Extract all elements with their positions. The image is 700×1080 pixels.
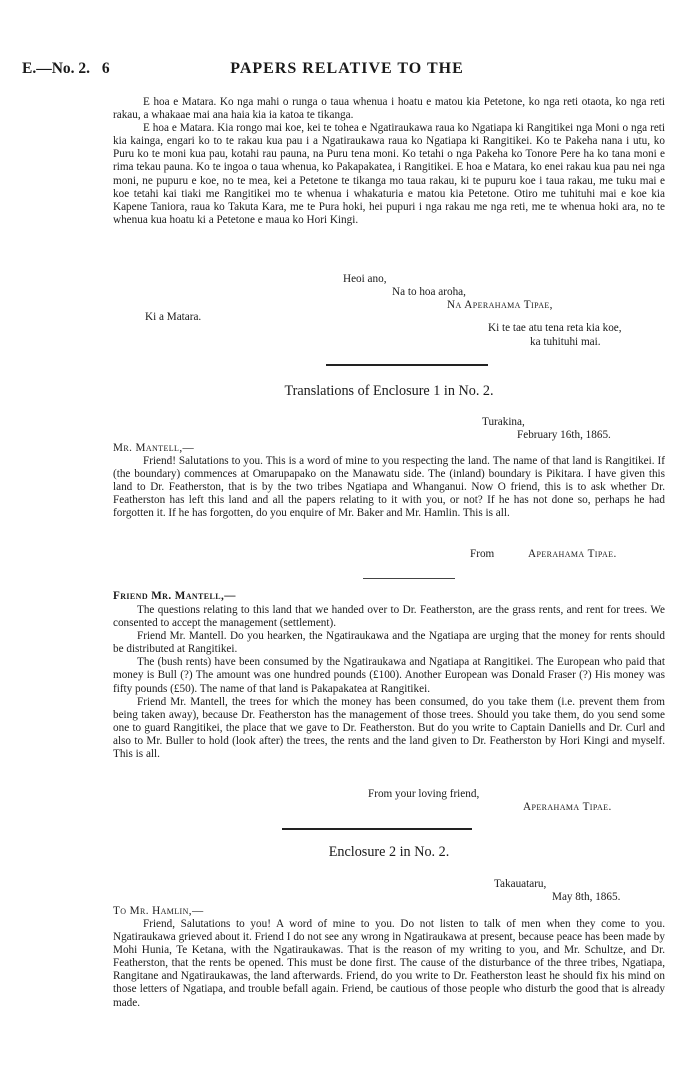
maori-paragraph-1: E hoa e Matara. Ko nga mahi o runga o taua whenua i hoatu e matou kia Petetone, ko nga reti otaota, ko nga reti rakau, a whakaae mai ana haia kia ia katoa te tikanga. — [113, 96, 665, 122]
letter1-from: From — [470, 548, 495, 560]
enclosure2-body: Friend, Salutations to you! A word of mine to you. Do not listen to talk of men when they come to you. Ngatiraukawa grieved about it. Friend I do not see any wrong in Ngatiraukawa at present, because peace has been made by Mohi Hunia, Te Ketana, with the Ngatiraukawas. That is the reason of my writing to you, and Mr. Schultze, and Dr. Featherston, that the rents be opened. This must be done first. The cause of the disturbance of the three tribes, Ngatiapa, Rangitane and Ngatiraukawas, the land afterwards. Friend, do you write to Dr. Featherston least he should fix his mind on those letters of Ngatiapa, and trouble befall again. Friend, be cautious of those people who disturb the good that is already made. — [113, 918, 665, 1009]
page-header — [22, 62, 672, 82]
enclosure2-place: Takauataru, — [494, 878, 547, 890]
page-number: 6 — [101, 60, 110, 77]
document-code-text: E.—No. 2. — [22, 60, 91, 77]
maori-closing-1: Heoi ano, — [343, 273, 387, 285]
section-rule-2 — [282, 828, 472, 830]
maori-letter-body — [113, 96, 665, 227]
letter2-paragraph-1: The questions relating to this land that we handed over to Dr. Featherston, are the grass rents, and rent for trees. We consented to accept the management (settlement). — [113, 604, 665, 630]
letter1-body-block — [113, 455, 665, 520]
letter1-date: February 16th, 1865. — [517, 429, 611, 441]
maori-signature: Na Aperahama Tipae, — [447, 299, 553, 311]
letter1-signature: Aperahama Tipae. — [528, 548, 617, 560]
letter1-salutation: Mr. Mantell,— — [113, 442, 195, 454]
letter2-paragraph-3: The (bush rents) have been consumed by the Ngatiraukawa and Ngatiapa at Rangitikei. The European who paid that money is Bull (?) The amount was one hundred pounds (£100). Another European was Donald Fraser (?) His money was fifty pounds (£50). The name of that land is Pakapakatea at Rangitikei. — [113, 656, 665, 695]
maori-note-line-2: ka tuhituhi mai. — [530, 336, 601, 348]
letter-divider — [363, 578, 455, 579]
enclosure2-salutation: To Mr. Hamlin,— — [113, 905, 204, 917]
maori-note-line-1: Ki te tae atu tena reta kia koe, — [488, 322, 622, 334]
letter2-closing: From your loving friend, — [368, 788, 480, 800]
letter2-signature: Aperahama Tipae. — [523, 801, 612, 813]
enclosure2-date: May 8th, 1865. — [552, 891, 621, 903]
running-title: PAPERS RELATIVE TO THE — [230, 60, 464, 77]
maori-address: Ki a Matara. — [145, 311, 202, 323]
letter1-place: Turakina, — [482, 416, 525, 428]
maori-paragraph-2: E hoa e Matara. Kia rongo mai koe, kei te tohea e Ngatiraukawa raua ko Ngatiapa ki Rangitikei nga Moni o nga reti kia kainga, engari ko to te rakau kua pau i a Ngatiraukawa raua ko Ngatiapa ki Rangitikei. Ko te Pakeha nana i utu, ko Puru ko te moni kua pau, kotahi rau pauna, na Puru tena moni. Ko tetahi o nga Pakeha ko Tonore Pere ha ko tana moni e rima tekau pauna. Ko te ingoa o taua whenua, ko Pakapakatea, i Rangitikei. E hoa e Matara, ko enei rakau kua pau nei nga moni, ne pupuru e koe, no te mea, kei a Petetone te tikanga mo taua rakau, ki te pupuru koe i taua rakau, me tuku mai e koe tetahi kai tiaki me Rangitikei mo te whenua i whakaturia e matou kia Petetone. Otiro me tuhituhi mai e koe kia Kapene Taniora, raua ko Takuta Kara, me te Pura hoki, hei pupuri i nga rakau me nga reti, me te whenua hoki ara, no te whenua kua hoatu ki a Petetone e maua ko Hori Kingi. — [113, 122, 665, 226]
enclosure2-heading: Enclosure 2 in No. 2. — [328, 844, 450, 860]
letter2-body-block — [113, 604, 665, 761]
letter2-paragraph-2: Friend Mr. Mantell. Do you hearken, the Ngatiraukawa and the Ngatiapa are urging that the money for rents should be distributed at Rangitikei. — [113, 630, 665, 656]
translation-heading: Translations of Enclosure 1 in No. 2. — [284, 383, 494, 399]
letter1-body: Friend! Salutations to you. This is a word of mine to you respecting the land. The name of that land is Rangitikei. If (the boundary) commences at Omarupapako on the Manawatu side. The (inland) boundary is Pikitara. I have given this land to Dr. Featherston, that is by the two tribes Ngatiapa and Whanganui. Now O friend, this is to ask whether Dr. Featherston has left this land and all the papers relating to it with you, or not? If he has not done so, perhaps he had forgotten it. If he has forgotten, do you enquire of Mr. Baker and Mr. Hamlin. This is all. — [113, 455, 665, 520]
letter2-salutation: Friend Mr. Mantell,— — [113, 590, 236, 602]
section-rule — [326, 364, 488, 366]
maori-closing-2: Na to hoa aroha, — [392, 286, 466, 298]
enclosure2-body-block — [113, 918, 665, 1010]
letter2-paragraph-4: Friend Mr. Mantell, the trees for which the money has been consumed, do you take them (i.e. prevent them from being taken away), because Dr. Featherston has the management of those trees. Should you take them, do you send some one to guard Rangitikei, the place that we gave to Dr. Featherston. But do you write to Captain Daniells and Dr. Curl and also to Mr. Buller to hold (look after) the trees, the rents and the land given to Dr. Featherston by Hori Kingi and myself. This is all. — [113, 695, 665, 761]
